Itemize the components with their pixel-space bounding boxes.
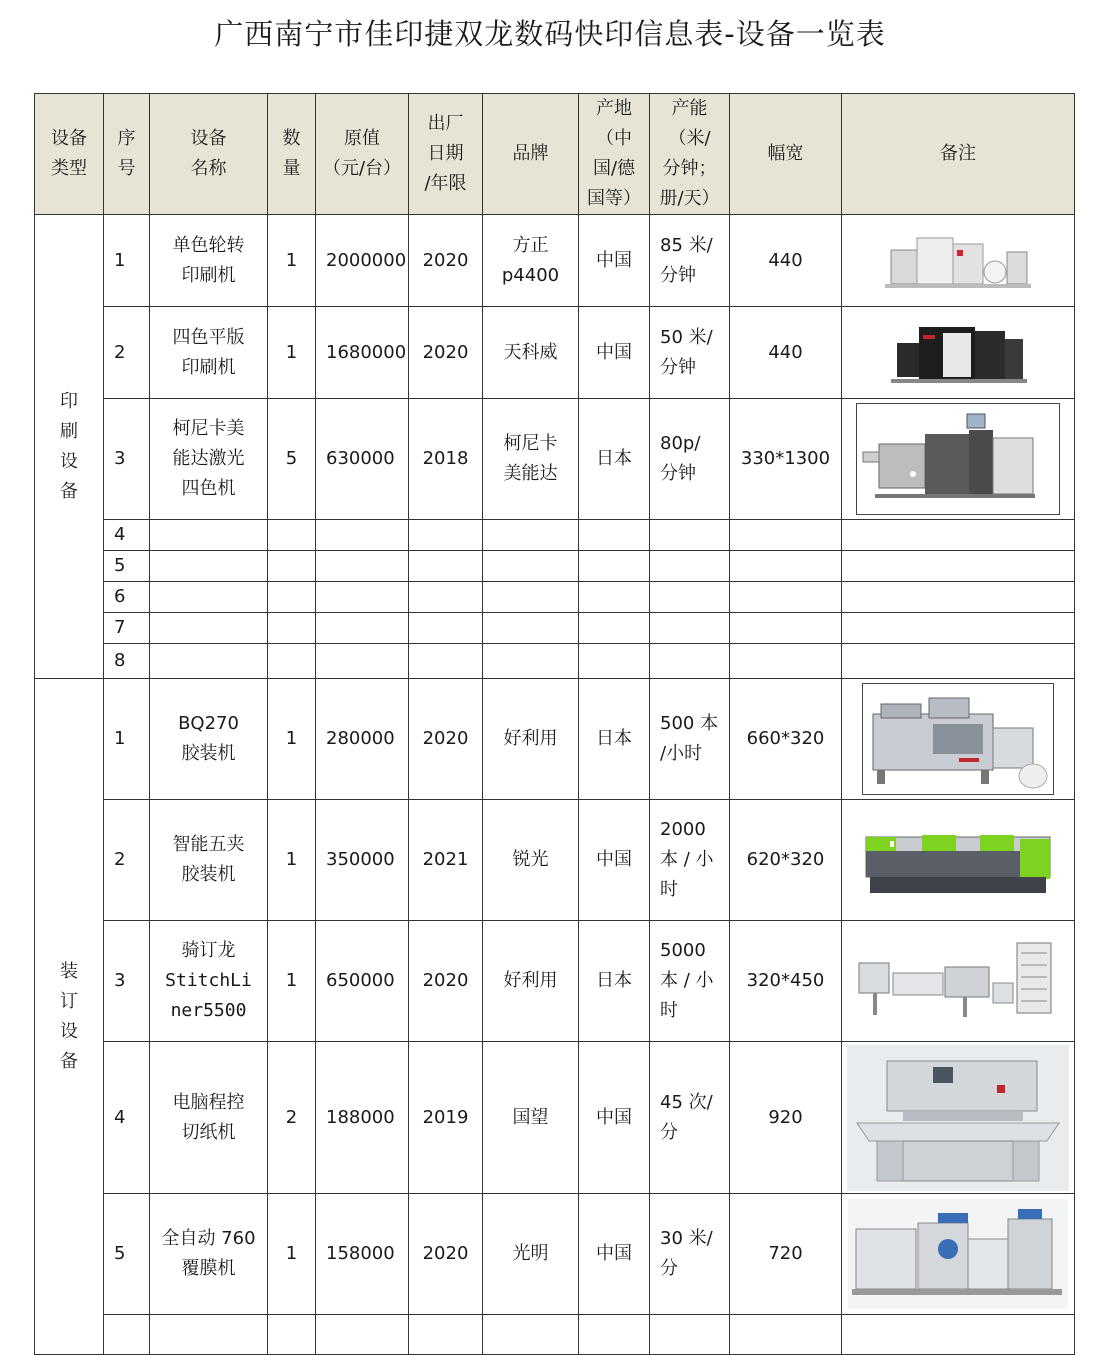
cell-note bbox=[842, 307, 1075, 399]
cell-qty: 2 bbox=[268, 1042, 316, 1194]
table-row bbox=[35, 644, 1075, 679]
cell-name: 电脑程控 切纸机 bbox=[150, 1042, 268, 1194]
cell-qty: 1 bbox=[268, 800, 316, 921]
cell-year: 2021 bbox=[409, 800, 483, 921]
cell-width: 320*450 bbox=[730, 921, 842, 1042]
cell-price: 188000 bbox=[316, 1042, 409, 1194]
cell-no: 2 bbox=[104, 307, 150, 399]
cell-capacity: 85 米/ 分钟 bbox=[650, 215, 730, 307]
cell-name: BQ270 胶装机 bbox=[150, 679, 268, 800]
table-row bbox=[35, 520, 1075, 551]
konica-laser-printer-photo bbox=[856, 403, 1060, 515]
cell-note bbox=[842, 679, 1075, 800]
table-row bbox=[35, 1194, 1075, 1315]
table-row bbox=[35, 921, 1075, 1042]
cell-note bbox=[842, 800, 1075, 921]
stitchliner-photo bbox=[853, 933, 1063, 1029]
cell-width: 440 bbox=[730, 307, 842, 399]
mono-rotary-press-photo bbox=[883, 228, 1033, 294]
cell-name: 单色轮转 印刷机 bbox=[150, 215, 268, 307]
header-price: 原值 （元/台） bbox=[316, 94, 409, 215]
cell-origin: 日本 bbox=[579, 679, 650, 800]
cell-price: 1680000 bbox=[316, 307, 409, 399]
cell-price: 630000 bbox=[316, 399, 409, 520]
table-row bbox=[35, 215, 1075, 307]
header-width: 幅宽 bbox=[730, 94, 842, 215]
cell-price: 280000 bbox=[316, 679, 409, 800]
five-clamp-binder-photo bbox=[860, 817, 1056, 903]
table-row bbox=[35, 307, 1075, 399]
table-row bbox=[35, 613, 1075, 644]
cell-no: 5 bbox=[104, 551, 150, 582]
cell-brand: 光明 bbox=[483, 1194, 579, 1315]
paper-cutter-photo bbox=[847, 1045, 1069, 1191]
cell-name: 全自动 760 覆膜机 bbox=[150, 1194, 268, 1315]
cell-qty: 5 bbox=[268, 399, 316, 520]
cell-qty: 1 bbox=[268, 307, 316, 399]
cell-origin: 中国 bbox=[579, 800, 650, 921]
cell-name: 柯尼卡美 能达激光 四色机 bbox=[150, 399, 268, 520]
cell-width: 440 bbox=[730, 215, 842, 307]
table-row bbox=[35, 1042, 1075, 1194]
cell-origin: 中国 bbox=[579, 215, 650, 307]
table-row bbox=[35, 551, 1075, 582]
laminator-photo bbox=[848, 1199, 1068, 1309]
cell-no: 4 bbox=[104, 1042, 150, 1194]
cell-no: 5 bbox=[104, 1194, 150, 1315]
cell-no: 1 bbox=[104, 215, 150, 307]
cell-no: 6 bbox=[104, 582, 150, 613]
cell-year: 2018 bbox=[409, 399, 483, 520]
cell-qty: 1 bbox=[268, 215, 316, 307]
cell-no: 8 bbox=[104, 644, 150, 679]
header-capacity: 产能 （米/ 分钟； 册/天） bbox=[650, 94, 730, 215]
table-row bbox=[35, 582, 1075, 613]
cell-capacity: 5000 本 / 小 时 bbox=[650, 921, 730, 1042]
cell-no: 1 bbox=[104, 679, 150, 800]
bq270-binder-photo bbox=[862, 683, 1054, 795]
cell-capacity: 80p/ 分钟 bbox=[650, 399, 730, 520]
cell-year: 2020 bbox=[409, 921, 483, 1042]
cell-capacity: 30 米/ 分 bbox=[650, 1194, 730, 1315]
cell-origin: 中国 bbox=[579, 1042, 650, 1194]
four-color-offset-press-photo bbox=[883, 317, 1033, 389]
cell-year: 2020 bbox=[409, 307, 483, 399]
cell-no: 4 bbox=[104, 520, 150, 551]
header-no: 序 号 bbox=[104, 94, 150, 215]
cell-brand: 国望 bbox=[483, 1042, 579, 1194]
header-origin: 产地 （中 国/德 国等） bbox=[579, 94, 650, 215]
cell-name: 智能五夹 胶装机 bbox=[150, 800, 268, 921]
cell-name: 骑订龙 StitchLi ner5500 bbox=[150, 921, 268, 1042]
cell-note bbox=[842, 921, 1075, 1042]
cell-capacity: 2000 本 / 小 时 bbox=[650, 800, 730, 921]
cell-brand: 好利用 bbox=[483, 679, 579, 800]
category-printing: 印 刷 设 备 bbox=[35, 215, 104, 679]
cell-capacity: 45 次/ 分 bbox=[650, 1042, 730, 1194]
cell-width: 660*320 bbox=[730, 679, 842, 800]
cell-no: 7 bbox=[104, 613, 150, 644]
cell-qty: 1 bbox=[268, 1194, 316, 1315]
header-note: 备注 bbox=[842, 94, 1075, 215]
cell-price: 158000 bbox=[316, 1194, 409, 1315]
cell-brand: 柯尼卡 美能达 bbox=[483, 399, 579, 520]
cell-price: 2000000 bbox=[316, 215, 409, 307]
cell-origin: 日本 bbox=[579, 399, 650, 520]
cell-origin: 日本 bbox=[579, 921, 650, 1042]
cell-note bbox=[842, 399, 1075, 520]
header-type: 设备 类型 bbox=[35, 94, 104, 215]
cell-note bbox=[842, 1194, 1075, 1315]
header-qty: 数 量 bbox=[268, 94, 316, 215]
cell-qty: 1 bbox=[268, 921, 316, 1042]
cell-year: 2020 bbox=[409, 215, 483, 307]
cell-no: 3 bbox=[104, 921, 150, 1042]
cell-brand: 天科威 bbox=[483, 307, 579, 399]
header-date: 出厂 日期 /年限 bbox=[409, 94, 483, 215]
page-title: 广西南宁市佳印捷双龙数码快印信息表-设备一览表 bbox=[214, 17, 886, 51]
header-brand: 品牌 bbox=[483, 94, 579, 215]
cell-no: 2 bbox=[104, 800, 150, 921]
cell-year: 2020 bbox=[409, 1194, 483, 1315]
table-row bbox=[35, 399, 1075, 520]
table-row bbox=[35, 800, 1075, 921]
header-name: 设备 名称 bbox=[150, 94, 268, 215]
cell-origin: 中国 bbox=[579, 307, 650, 399]
cell-capacity: 500 本 /小时 bbox=[650, 679, 730, 800]
cell-capacity: 50 米/ 分钟 bbox=[650, 307, 730, 399]
cell-note bbox=[842, 1042, 1075, 1194]
cell-price: 350000 bbox=[316, 800, 409, 921]
cell-brand: 好利用 bbox=[483, 921, 579, 1042]
cell-width: 720 bbox=[730, 1194, 842, 1315]
table-row bbox=[35, 679, 1075, 800]
category-binding: 装 订 设 备 bbox=[35, 679, 104, 1355]
cell-origin: 中国 bbox=[579, 1194, 650, 1315]
cell-year: 2020 bbox=[409, 679, 483, 800]
cell-width: 920 bbox=[730, 1042, 842, 1194]
cell-name: 四色平版 印刷机 bbox=[150, 307, 268, 399]
cell-year: 2019 bbox=[409, 1042, 483, 1194]
cell-price: 650000 bbox=[316, 921, 409, 1042]
cell-width: 330*1300 bbox=[730, 399, 842, 520]
cell-width: 620*320 bbox=[730, 800, 842, 921]
equipment-table bbox=[34, 93, 1075, 1355]
cell-brand: 锐光 bbox=[483, 800, 579, 921]
cell-no: 3 bbox=[104, 399, 150, 520]
table-header-row bbox=[35, 94, 1075, 215]
cell-brand: 方正 p4400 bbox=[483, 215, 579, 307]
cell-note bbox=[842, 215, 1075, 307]
cell-qty: 1 bbox=[268, 679, 316, 800]
